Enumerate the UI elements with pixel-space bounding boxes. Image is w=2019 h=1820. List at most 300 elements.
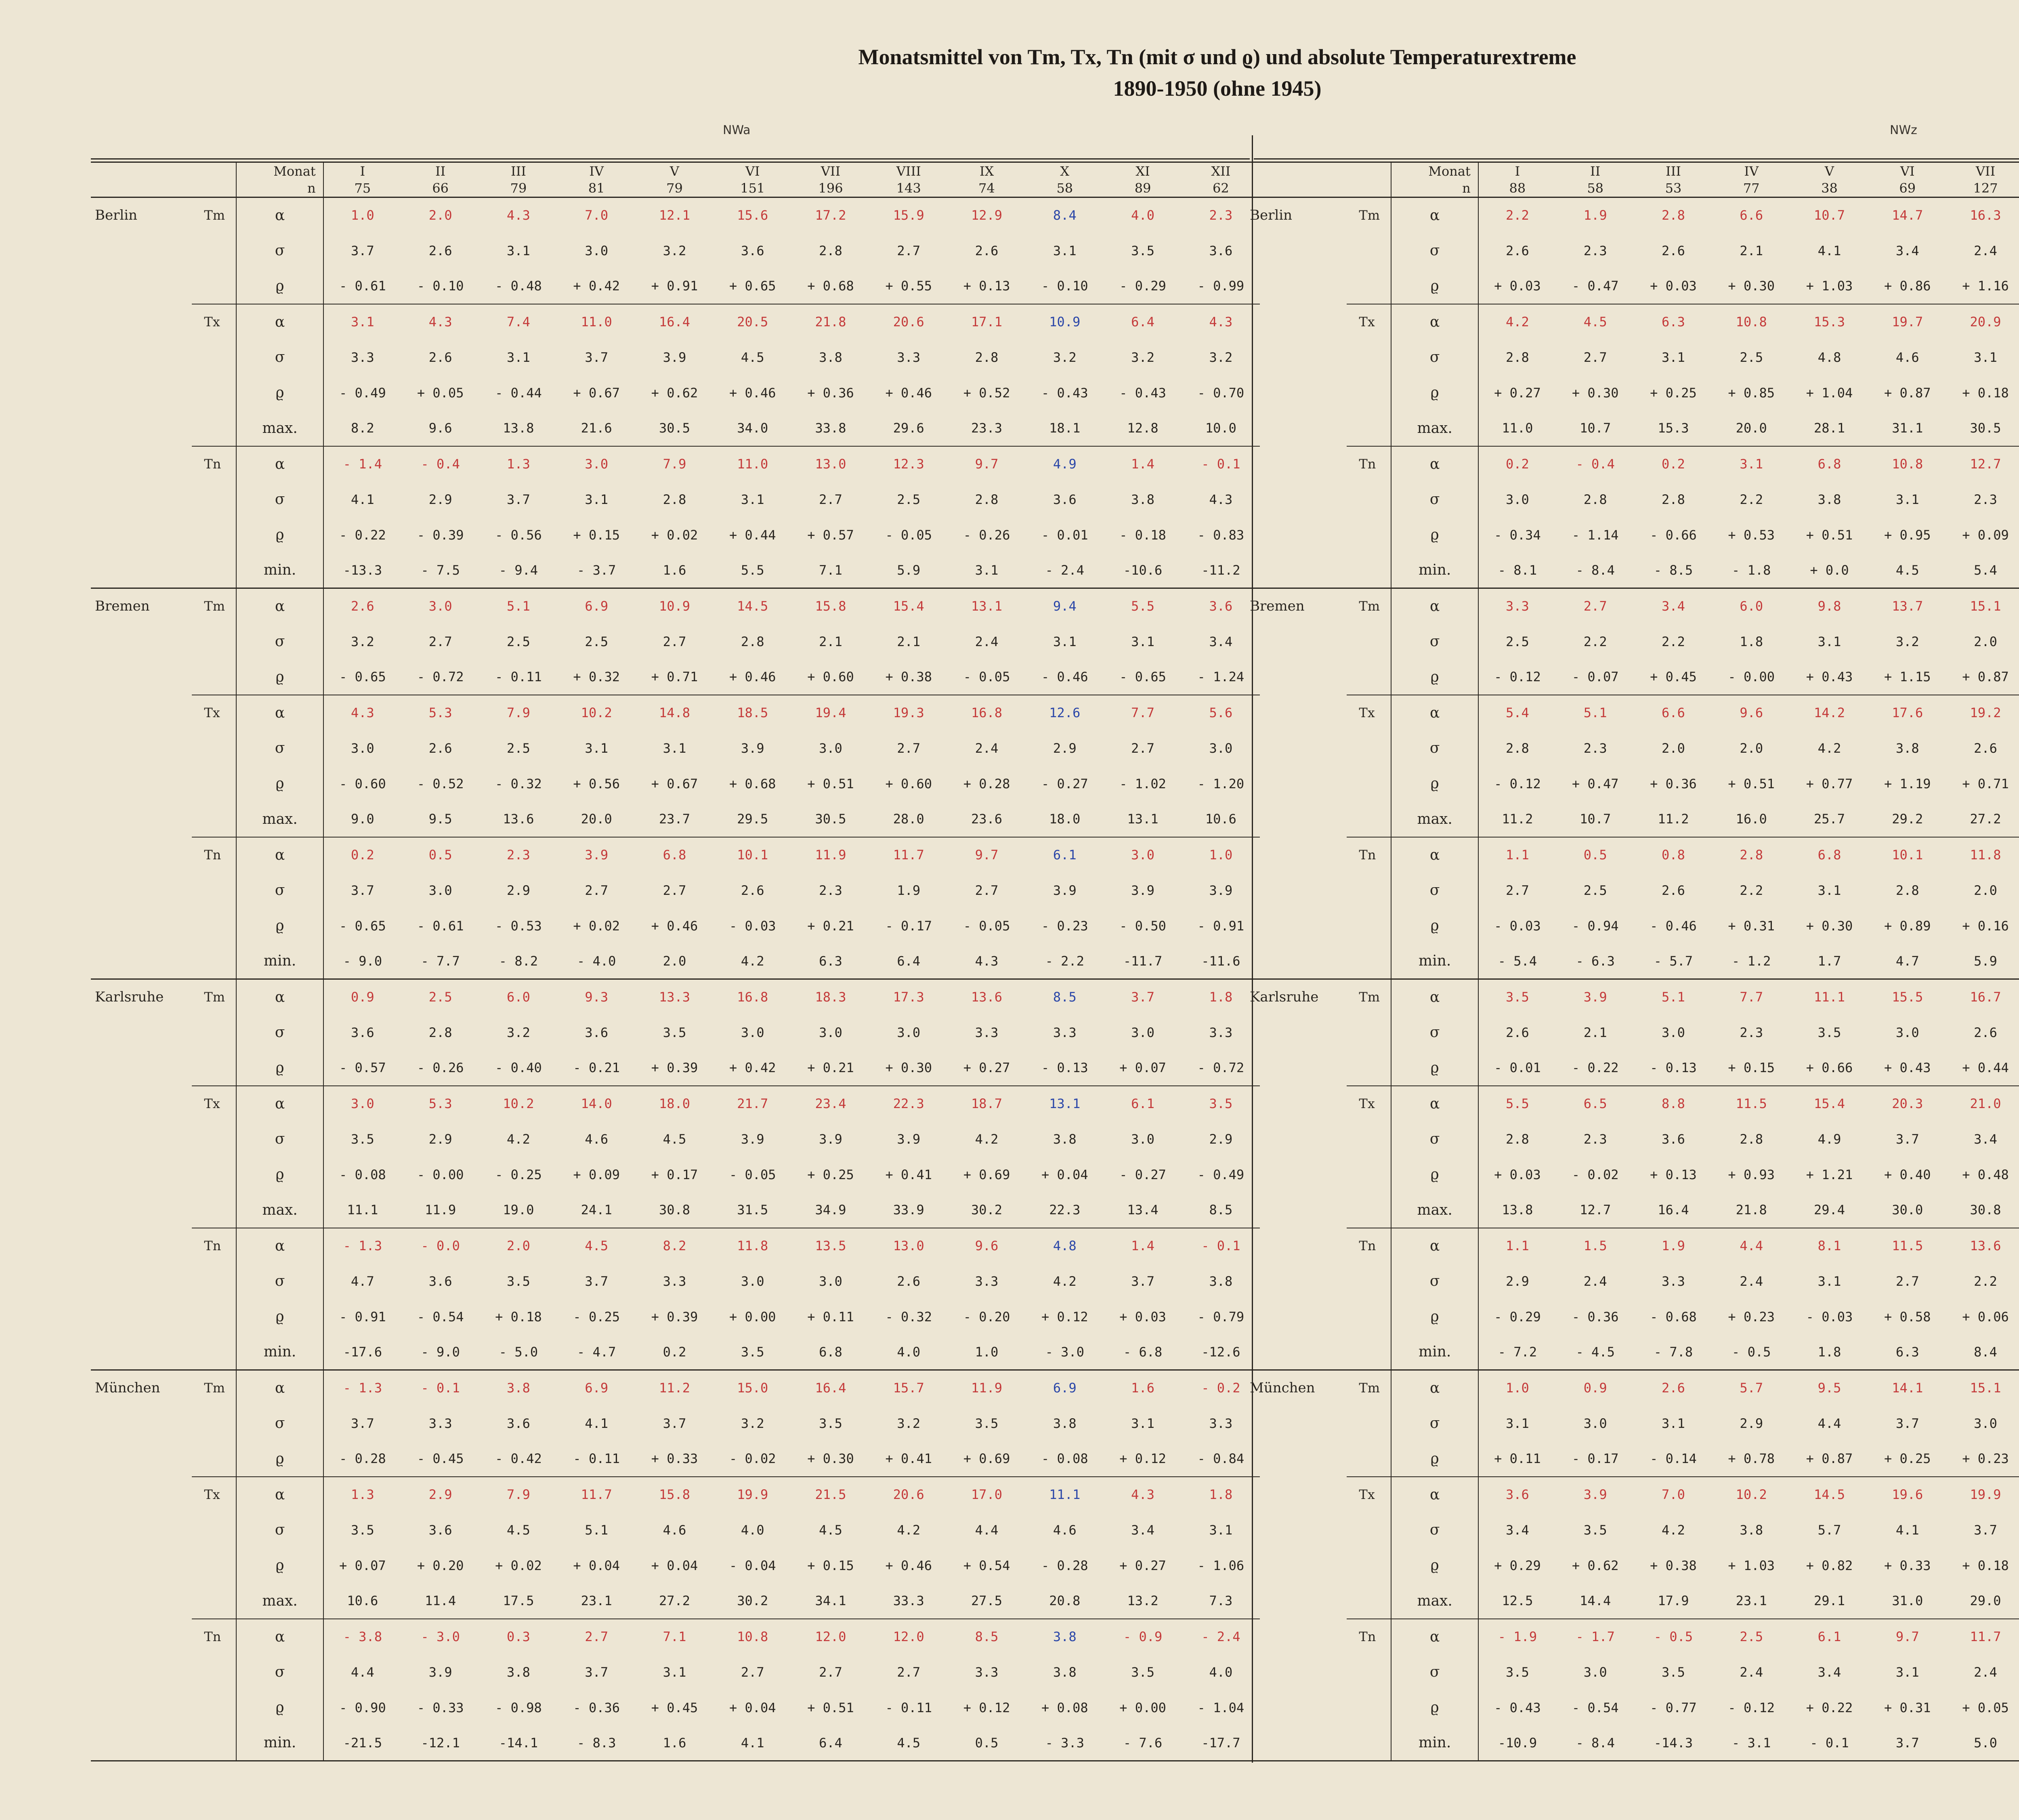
value-cell: 2.8: [819, 243, 842, 258]
value-cell: 14.4: [1580, 1593, 1611, 1608]
value-cell: - 0.46: [1650, 918, 1697, 934]
value-cell: -12.1: [401, 1726, 479, 1761]
table-row: [91, 588, 1260, 624]
value-cell: + 0.22: [1806, 1700, 1853, 1715]
value-cell: 3.3: [1209, 1415, 1233, 1431]
value-cell: 3.6: [1478, 1477, 1556, 1512]
station-cell: [1246, 944, 1347, 979]
value-cell: 20.0: [581, 811, 612, 827]
value-cell: -14.1: [479, 1726, 557, 1761]
month-header: [401, 162, 479, 197]
table-row: [1246, 340, 2019, 375]
value-cell: - 1.3: [323, 1370, 401, 1406]
value-cell: + 0.17: [651, 1167, 698, 1182]
value-cell: 21.8: [1736, 1202, 1767, 1218]
value-cell: 2.5: [507, 634, 530, 649]
value-cell: 3.5: [507, 1273, 530, 1289]
value-cell: 6.6: [1713, 197, 1790, 233]
variable-cell: [192, 1015, 236, 1050]
value-cell: 11.0: [714, 446, 791, 482]
section-label-right: NWz: [1890, 123, 1917, 137]
value-cell: + 0.30: [807, 1451, 854, 1466]
month-header: [479, 162, 557, 197]
variable-cell: [192, 1690, 236, 1726]
table-row: [91, 1121, 1260, 1157]
value-cell: 2.6: [428, 349, 452, 365]
station-cell: [91, 766, 192, 802]
measure-label: α: [236, 1619, 323, 1654]
value-cell: -13.3: [323, 553, 401, 588]
value-cell: 5.0: [1946, 1726, 2019, 1761]
station-cell: [1246, 1690, 1347, 1726]
value-cell: 2.8: [1478, 731, 1556, 766]
value-cell: 10.2: [558, 695, 636, 731]
variable-name: Tm: [1347, 588, 1391, 624]
station-cell: [91, 1726, 192, 1761]
value-cell: 3.3: [1053, 1024, 1077, 1040]
month-n: 79: [666, 181, 683, 196]
value-cell: 29.2: [1892, 811, 1923, 827]
value-cell: 3.6: [1182, 588, 1260, 624]
value-cell: - 5.4: [1478, 944, 1556, 979]
value-cell: - 0.68: [1650, 1309, 1697, 1325]
value-cell: - 7.7: [421, 953, 460, 969]
measure-label: σ: [236, 1121, 323, 1157]
table-row: [1246, 1726, 2019, 1761]
value-cell: - 0.21: [573, 1060, 620, 1075]
value-cell: 3.5: [1478, 1654, 1556, 1690]
value-cell: 25.7: [1813, 811, 1845, 827]
variable-name: Tx: [192, 695, 236, 731]
value-cell: 2.8: [1583, 491, 1607, 507]
variable-name: Tx: [192, 1477, 236, 1512]
variable-cell: [1347, 873, 1391, 908]
value-cell: 2.7: [1895, 1273, 1919, 1289]
value-cell: 3.5: [1182, 1086, 1260, 1121]
value-cell: + 0.62: [1572, 1558, 1619, 1573]
measure-label: max.: [1391, 1192, 1478, 1228]
table-row: [1246, 873, 2019, 908]
value-cell: + 0.65: [729, 278, 776, 294]
value-cell: + 0.46: [885, 1558, 932, 1573]
station-cell: [1246, 1086, 1347, 1121]
value-cell: 3.1: [585, 491, 609, 507]
value-cell: 2.7: [585, 882, 609, 898]
value-cell: 19.2: [1946, 695, 2019, 731]
station-cell: [91, 1406, 192, 1441]
value-cell: 9.0: [323, 802, 401, 837]
value-cell: - 0.02: [729, 1451, 776, 1466]
value-cell: 3.9: [1131, 882, 1154, 898]
value-cell: 5.6: [1182, 695, 1260, 731]
measure-label: ϱ: [1391, 1050, 1478, 1086]
table-row: [91, 269, 1260, 304]
value-cell: 3.4: [1209, 634, 1233, 649]
variable-cell: [1347, 517, 1391, 553]
value-cell: 2.5: [585, 634, 609, 649]
value-cell: 3.1: [1053, 634, 1077, 649]
station-cell: [1246, 1441, 1347, 1477]
value-cell: 5.5: [1104, 588, 1182, 624]
value-cell: 13.2: [1127, 1593, 1159, 1608]
value-cell: 23.1: [581, 1593, 612, 1608]
value-cell: 3.6: [507, 1415, 530, 1431]
value-cell: 14.8: [636, 695, 714, 731]
station-cell: [1246, 1406, 1347, 1441]
table-row: [91, 233, 1260, 269]
value-cell: 9.7: [1868, 1619, 1946, 1654]
month-header: [1634, 162, 1712, 197]
station-cell: [1246, 695, 1347, 731]
value-cell: 2.4: [1974, 1664, 1997, 1680]
header-monat-n: [236, 162, 323, 197]
value-cell: 4.5: [507, 1522, 530, 1538]
value-cell: - 0.17: [885, 918, 932, 934]
measure-label: α: [1391, 588, 1478, 624]
header-monat: Monat: [1428, 164, 1471, 179]
value-cell: 3.5: [1818, 1024, 1841, 1040]
measure-label: α: [236, 979, 323, 1015]
value-cell: - 0.27: [1119, 1167, 1166, 1182]
measure-label: α: [236, 446, 323, 482]
value-cell: - 2.4: [1045, 562, 1084, 578]
station-cell: [1246, 411, 1347, 446]
value-cell: - 3.0: [1045, 1344, 1084, 1360]
table-row: [1246, 1192, 2019, 1228]
value-cell: 33.9: [893, 1202, 924, 1218]
measure-label: σ: [236, 1406, 323, 1441]
value-cell: 2.8: [1895, 882, 1919, 898]
value-cell: 2.7: [558, 1619, 636, 1654]
measure-label: α: [1391, 1619, 1478, 1654]
value-cell: + 0.30: [885, 1060, 932, 1075]
value-cell: - 0.36: [573, 1700, 620, 1715]
value-cell: 13.7: [1868, 588, 1946, 624]
value-cell: - 3.0: [401, 1619, 479, 1654]
value-cell: 11.0: [1478, 411, 1556, 446]
value-cell: 23.1: [1736, 1593, 1767, 1608]
value-cell: 2.1: [1583, 1024, 1607, 1040]
value-cell: 10.1: [1868, 837, 1946, 873]
station-cell: [91, 1050, 192, 1086]
value-cell: 1.0: [975, 1344, 999, 1360]
value-cell: + 0.46: [651, 918, 698, 934]
header-blank: [91, 162, 192, 197]
value-cell: - 8.4: [1556, 1726, 1634, 1761]
value-cell: 8.5: [1209, 1202, 1233, 1218]
value-cell: 2.6: [975, 243, 999, 258]
value-cell: - 4.0: [577, 953, 616, 969]
measure-label: α: [1391, 1477, 1478, 1512]
station-cell: [1246, 873, 1347, 908]
value-cell: - 0.43: [1478, 1690, 1556, 1726]
value-cell: 4.5: [1556, 304, 1634, 340]
station-cell: [91, 1512, 192, 1548]
table-row: [91, 944, 1260, 979]
value-cell: + 0.29: [1478, 1548, 1556, 1583]
value-cell: - 0.05: [963, 918, 1010, 934]
value-cell: 12.0: [791, 1619, 869, 1654]
value-cell: + 0.04: [1041, 1167, 1088, 1182]
value-cell: 9.3: [558, 979, 636, 1015]
value-cell: 11.8: [714, 1228, 791, 1264]
station-cell: [91, 1264, 192, 1299]
value-cell: 16.4: [791, 1370, 869, 1406]
value-cell: 19.4: [791, 695, 869, 731]
variable-cell: [1347, 233, 1391, 269]
measure-label: ϱ: [236, 766, 323, 802]
table-row: [91, 304, 1260, 340]
measure-label: min.: [236, 1726, 323, 1761]
value-cell: 23.4: [791, 1086, 869, 1121]
value-cell: 3.7: [1104, 979, 1182, 1015]
value-cell: 2.4: [975, 740, 999, 756]
variable-cell: [192, 802, 236, 837]
value-cell: 2.9: [401, 1477, 479, 1512]
variable-cell: [192, 908, 236, 944]
value-cell: -14.3: [1634, 1726, 1712, 1761]
station-cell: [91, 908, 192, 944]
value-cell: 11.4: [425, 1593, 456, 1608]
value-cell: 2.3: [1583, 243, 1607, 258]
value-cell: 3.1: [1974, 349, 1997, 365]
measure-label: α: [1391, 197, 1478, 233]
value-cell: 2.9: [428, 1131, 452, 1147]
table-row: [91, 873, 1260, 908]
value-cell: 3.2: [323, 624, 401, 659]
value-cell: - 0.12: [1728, 1700, 1775, 1715]
value-cell: + 0.07: [323, 1548, 401, 1583]
value-cell: + 1.15: [1884, 669, 1931, 684]
value-cell: - 1.8: [1732, 562, 1771, 578]
value-cell: 4.0: [1209, 1664, 1233, 1680]
table-row: [1246, 233, 2019, 269]
value-cell: - 0.91: [1197, 918, 1245, 934]
measure-label: max.: [236, 802, 323, 837]
value-cell: 3.1: [323, 304, 401, 340]
value-cell: 3.0: [819, 1273, 842, 1289]
value-cell: 3.1: [1131, 634, 1154, 649]
header-blank: [1246, 162, 1347, 197]
month-header: [791, 162, 869, 197]
value-cell: 6.3: [1895, 1344, 1919, 1360]
value-cell: 22.3: [1049, 1202, 1081, 1218]
station-cell: [91, 659, 192, 695]
value-cell: 4.2: [507, 1131, 530, 1147]
value-cell: + 0.04: [573, 1558, 620, 1573]
value-cell: - 0.20: [963, 1309, 1010, 1325]
measure-label: α: [1391, 1086, 1478, 1121]
station-cell: [91, 695, 192, 731]
value-cell: 3.1: [507, 243, 530, 258]
value-cell: 3.5: [975, 1415, 999, 1431]
value-cell: 11.2: [1658, 811, 1689, 827]
variable-name: Tx: [1347, 304, 1391, 340]
value-cell: 4.1: [1895, 1522, 1919, 1538]
value-cell: 12.8: [1127, 420, 1159, 436]
value-cell: - 0.36: [1572, 1309, 1619, 1325]
value-cell: - 3.8: [323, 1619, 401, 1654]
value-cell: - 0.0: [401, 1228, 479, 1264]
value-cell: - 0.33: [417, 1700, 464, 1715]
measure-label: ϱ: [1391, 1548, 1478, 1583]
table-row: [91, 1441, 1260, 1477]
table-row: [91, 1370, 1260, 1406]
value-cell: 11.2: [636, 1370, 714, 1406]
value-cell: 19.6: [1868, 1477, 1946, 1512]
value-cell: 3.3: [975, 1664, 999, 1680]
value-cell: + 0.46: [729, 669, 776, 684]
value-cell: 0.3: [479, 1619, 557, 1654]
variable-name: Tn: [192, 446, 236, 482]
value-cell: + 0.15: [573, 527, 620, 543]
value-cell: 7.7: [1104, 695, 1182, 731]
value-cell: - 1.02: [1119, 776, 1166, 791]
value-cell: 29.0: [1970, 1593, 2001, 1608]
value-cell: + 0.05: [417, 385, 464, 401]
variable-cell: [1347, 1121, 1391, 1157]
measure-label: σ: [236, 482, 323, 517]
value-cell: + 0.03: [1650, 278, 1697, 294]
variable-cell: [1347, 624, 1391, 659]
station-cell: [1246, 1192, 1347, 1228]
value-cell: - 0.83: [1197, 527, 1245, 543]
station-cell: [1246, 1050, 1347, 1086]
variable-cell: [1347, 340, 1391, 375]
value-cell: 4.7: [323, 1264, 401, 1299]
value-cell: 2.7: [741, 1664, 764, 1680]
value-cell: 9.6: [428, 420, 452, 436]
value-cell: 2.9: [1478, 1264, 1556, 1299]
station-cell: [91, 624, 192, 659]
value-cell: + 0.41: [885, 1451, 932, 1466]
value-cell: 14.2: [1790, 695, 1868, 731]
value-cell: 4.3: [479, 197, 557, 233]
value-cell: 3.8: [1818, 491, 1841, 507]
month-n: 143: [896, 181, 921, 196]
value-cell: 9.6: [948, 1228, 1026, 1264]
value-cell: 4.2: [741, 953, 764, 969]
value-cell: 30.8: [659, 1202, 690, 1218]
value-cell: + 0.30: [1728, 278, 1775, 294]
value-cell: 11.7: [558, 1477, 636, 1512]
variable-cell: [192, 340, 236, 375]
value-cell: 4.0: [897, 1344, 921, 1360]
value-cell: 2.7: [663, 634, 686, 649]
value-cell: + 0.62: [651, 385, 698, 401]
value-cell: 3.6: [1053, 491, 1077, 507]
value-cell: + 0.20: [417, 1558, 464, 1573]
variable-cell: [1347, 482, 1391, 517]
value-cell: 3.5: [1131, 1664, 1154, 1680]
value-cell: - 0.28: [323, 1441, 401, 1477]
month-n: 66: [432, 181, 449, 196]
section-label-left: NWa: [723, 123, 751, 137]
month-n: 77: [1743, 181, 1760, 196]
station-cell: [1246, 659, 1347, 695]
value-cell: 7.1: [636, 1619, 714, 1654]
value-cell: 4.4: [975, 1522, 999, 1538]
value-cell: 11.7: [1946, 1619, 2019, 1654]
value-cell: + 0.91: [651, 278, 698, 294]
value-cell: - 6.3: [1576, 953, 1615, 969]
value-cell: 2.6: [1478, 1015, 1556, 1050]
measure-label: α: [1391, 695, 1478, 731]
value-cell: 13.6: [503, 811, 534, 827]
value-cell: + 0.27: [963, 1060, 1010, 1075]
value-cell: - 0.00: [417, 1167, 464, 1182]
value-cell: + 0.03: [1478, 1157, 1556, 1192]
value-cell: 4.2: [1662, 1522, 1685, 1538]
value-cell: 2.4: [1974, 243, 1997, 258]
value-cell: 3.7: [1895, 1415, 1919, 1431]
value-cell: - 0.43: [1119, 385, 1166, 401]
value-cell: 1.0: [1182, 837, 1260, 873]
value-cell: 17.5: [503, 1593, 534, 1608]
table-row: [1246, 1441, 2019, 1477]
value-cell: 13.8: [1478, 1192, 1556, 1228]
value-cell: 21.7: [714, 1086, 791, 1121]
value-cell: 12.7: [1580, 1202, 1611, 1218]
value-cell: - 3.1: [1713, 1726, 1790, 1761]
station-cell: [1246, 1228, 1347, 1264]
table-row: [91, 1086, 1260, 1121]
value-cell: 7.7: [1713, 979, 1790, 1015]
value-cell: 10.1: [714, 837, 791, 873]
value-cell: 6.5: [1556, 1086, 1634, 1121]
value-cell: 21.8: [791, 304, 869, 340]
value-cell: 0.9: [323, 979, 401, 1015]
variable-cell: [1347, 1264, 1391, 1299]
value-cell: 6.0: [1713, 588, 1790, 624]
table-row: [91, 1583, 1260, 1619]
value-cell: 4.3: [1104, 1477, 1182, 1512]
value-cell: 13.1: [1026, 1086, 1104, 1121]
variable-cell: [192, 1441, 236, 1477]
month-n: 196: [818, 181, 843, 196]
value-cell: + 0.52: [963, 385, 1010, 401]
value-cell: 10.9: [1026, 304, 1104, 340]
value-cell: 3.6: [1662, 1131, 1685, 1147]
value-cell: - 1.7: [1556, 1619, 1634, 1654]
value-cell: 11.1: [1026, 1477, 1104, 1512]
measure-label: α: [236, 197, 323, 233]
value-cell: 2.6: [428, 740, 452, 756]
value-cell: - 0.39: [417, 527, 464, 543]
station-cell: [91, 837, 192, 873]
value-cell: - 0.42: [495, 1451, 542, 1466]
value-cell: - 1.3: [323, 1228, 401, 1264]
value-cell: + 0.09: [1962, 527, 2009, 543]
station-cell: [91, 1548, 192, 1583]
value-cell: 2.1: [1740, 243, 1763, 258]
value-cell: -10.9: [1478, 1726, 1556, 1761]
value-cell: 3.5: [1583, 1522, 1607, 1538]
value-cell: + 0.32: [573, 669, 620, 684]
month-n: 58: [1056, 181, 1073, 196]
measure-label: σ: [1391, 1406, 1478, 1441]
value-cell: 4.5: [870, 1726, 948, 1761]
value-cell: 19.3: [870, 695, 948, 731]
variable-cell: [192, 1157, 236, 1192]
table-row: [91, 553, 1260, 588]
value-cell: 29.1: [1813, 1593, 1845, 1608]
month-n: 75: [354, 181, 371, 196]
value-cell: 4.0: [1104, 197, 1182, 233]
value-cell: 19.0: [503, 1202, 534, 1218]
value-cell: 2.7: [897, 243, 921, 258]
value-cell: 3.0: [1662, 1024, 1685, 1040]
